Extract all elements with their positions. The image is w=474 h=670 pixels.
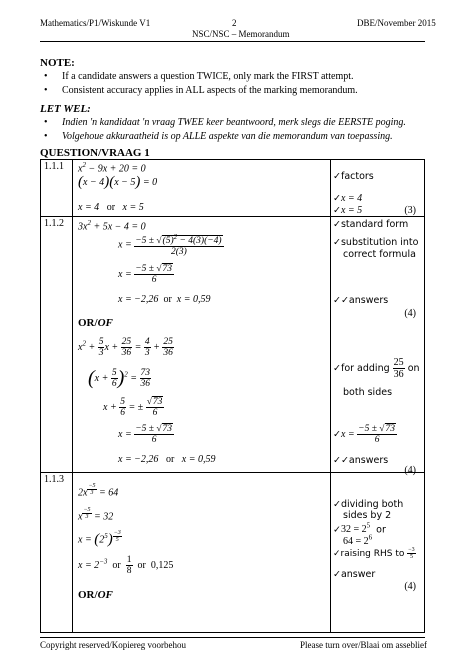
footer-right: Please turn over/Blaai om asseblief	[300, 640, 427, 650]
letwel-bullet-2: •	[44, 131, 48, 142]
question-title: QUESTION/VRAAG 1	[40, 147, 150, 159]
marks-cell: ✓factors ✓x = 4 ✓x = 5 (3)	[331, 160, 425, 217]
solution-cell	[73, 473, 331, 633]
equation: x = −2,26 or x = 0,59	[118, 454, 216, 465]
letwel-item-2: Volgehoue akkuraatheid is op ALLE aspekte van die memorandum van toepassing.	[62, 131, 393, 142]
header-left: Mathematics/P1/Wiskunde V1	[40, 18, 151, 28]
memo-table	[40, 159, 425, 633]
note-bullet-1: •	[44, 71, 48, 82]
question-number-cell: 1.1.2	[41, 217, 73, 473]
header-subtitle: NSC/NSC – Memorandum	[192, 29, 290, 39]
question-number-cell: 1.1.3	[41, 473, 73, 633]
marks-cell: ✓standard form ✓substitution into correct formula ✓✓answers (4) ✓for adding $\frac{25}{36}$ on both sides ✓x = $\frac{-5 \pm √73}{6}$ ✓✓answers (4)	[331, 217, 425, 473]
equation: x = −2,26 or x = 0,59	[118, 294, 211, 305]
table-row	[41, 217, 425, 473]
note-bullet-2: •	[44, 85, 48, 96]
or-label: OR/OF	[78, 317, 113, 329]
note-heading: NOTE:	[40, 57, 75, 69]
table-row	[41, 160, 425, 217]
letwel-item-1: Indien 'n kandidaat 'n vraag TWEE keer beantwoord, merk slegs die EERSTE poging.	[62, 117, 406, 128]
solution-cell	[73, 160, 331, 217]
header-rule	[40, 41, 425, 42]
question-number-cell: 1.1.1	[41, 160, 73, 217]
page-number: 2	[232, 18, 237, 28]
equation: $3x^2 + 5x - 4 = 0$	[78, 219, 146, 233]
note-item-1: If a candidate answers a question TWICE, only mark the FIRST attempt.	[62, 71, 354, 82]
equation: x = 4 or x = 5	[78, 202, 144, 213]
equation: x = $\frac{-5 \pm √73}{6}$	[118, 264, 173, 285]
or-label: OR/OF	[78, 589, 113, 601]
letwel-bullet-1: •	[44, 117, 48, 128]
equation: $x = (2^5)$ $^{\frac{-3}{5}}$	[78, 530, 121, 548]
note-item-2: Consistent accuracy applies in ALL aspects of the marking memorandum.	[62, 85, 358, 96]
equation: $x^2 - 9x + 20 = 0$	[78, 161, 146, 175]
marks-cell: ✓dividing both sides by 2 ✓32 = $2^5$ or $64 = 2^6$ ✓raising RHS to $\frac{-3}{5}$ ✓answer (4)	[331, 473, 425, 633]
letwel-heading: LET WEL:	[40, 103, 91, 115]
equation: $x^2$ + $\frac{5}{3}$ x + $\frac{25}{36}$ = $\frac{4}{3}$ + $\frac{25}{36}$	[78, 337, 173, 358]
quadratic-formula: x = $\frac{-5 \pm √(5)^2 - 4(3)(-4)}{2(3)}$	[118, 233, 222, 258]
footer-rule	[40, 637, 425, 638]
equation: (x + $\frac{5}{6}$ )$^2$ = $\frac{73}{36}$	[88, 367, 151, 389]
equation: (x − 4)(x − 5) = 0	[78, 174, 158, 190]
header-right: DBE/November 2015	[357, 18, 436, 28]
equation: x = $\frac{-5 \pm √73}{6}$	[118, 424, 173, 445]
equation: 2x $^{\frac{-5}{3}}$ = 64	[78, 483, 119, 499]
equation: x + $\frac{5}{6}$ = ± $\frac{√73}{6}$	[103, 397, 163, 418]
footer-left: Copyright reserved/Kopiereg voorbehou	[40, 640, 186, 650]
equation: x $^{\frac{-5}{3}}$ = 32	[78, 507, 114, 523]
table-row	[41, 473, 425, 633]
equation: $x = 2^{-3}$ or $\frac{1}{8}$ or 0,125	[78, 555, 174, 576]
solution-cell	[73, 217, 331, 473]
